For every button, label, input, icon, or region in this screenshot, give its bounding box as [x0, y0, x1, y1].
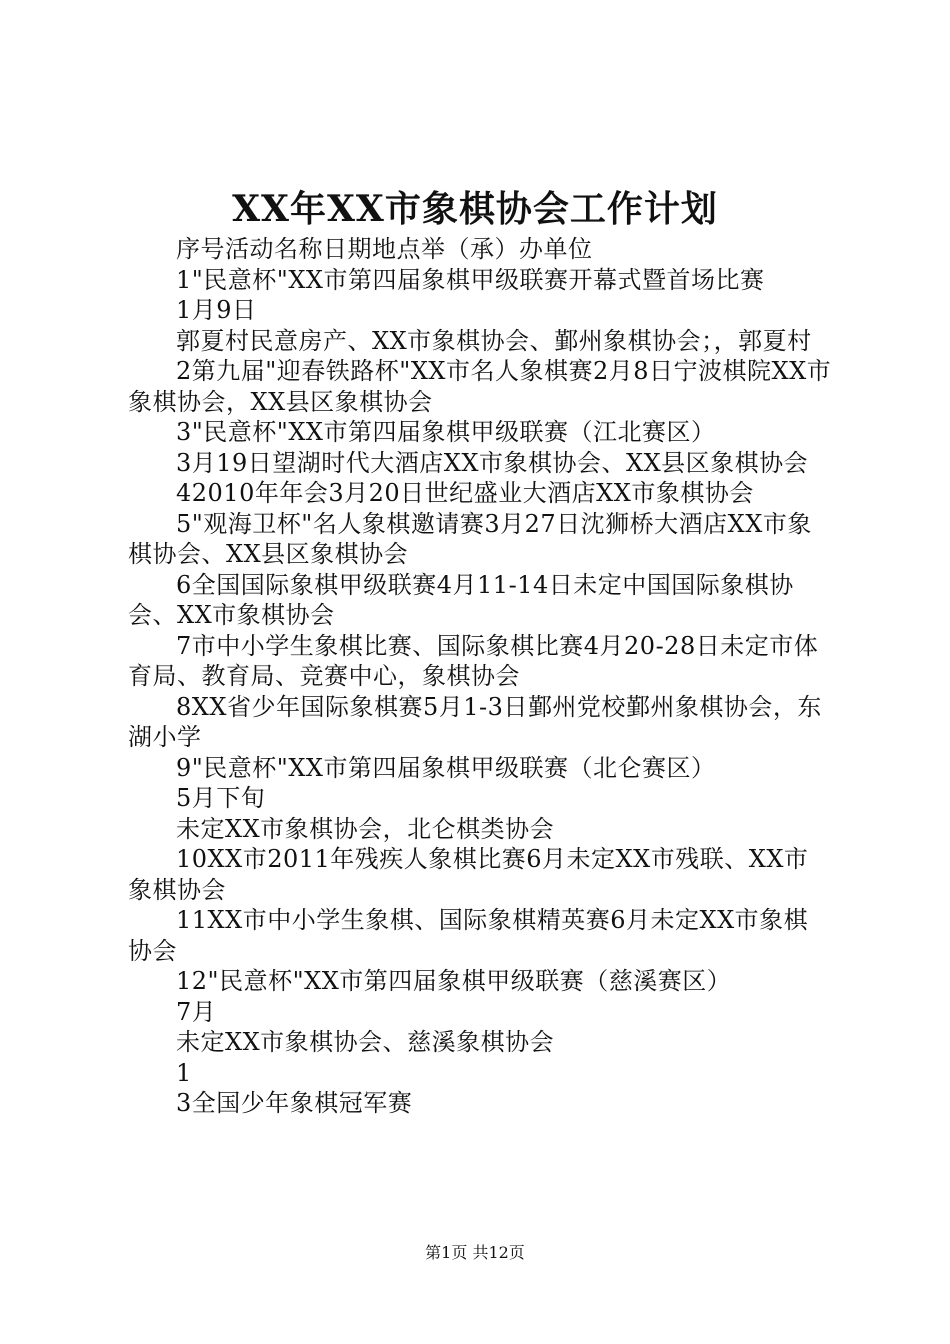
paragraph: 3全国少年象棋冠军赛 — [176, 1089, 413, 1117]
paragraph: 6全国国际象棋甲级联赛4月11-14日未定中国国际象棋协会、XX市象棋协会 — [128, 570, 794, 629]
paragraph: 1"民意杯"XX市第四届象棋甲级联赛开幕式暨首场比赛 — [176, 265, 765, 294]
document-body — [128, 234, 832, 1119]
paragraph: 5"观海卫杯"名人象棋邀请赛3月27日沈狮桥大酒店XX市象棋协会、XX县区象棋协会 — [128, 509, 812, 568]
paragraph: 1 — [176, 1058, 192, 1087]
paragraph: 11XX市中小学生象棋、国际象棋精英赛6月未定XX市象棋协会 — [128, 906, 809, 965]
paragraph: 10XX市2011年残疾人象棋比赛6月未定XX市残联、XX市象棋协会 — [128, 845, 809, 904]
paragraph: 7月 — [176, 997, 217, 1026]
paragraph: 1月9日 — [176, 296, 257, 324]
paragraph: 12"民意杯"XX市第四届象棋甲级联赛（慈溪赛区） — [176, 967, 732, 995]
paragraph: 42010年年会3月20日世纪盛业大酒店XX市象棋协会 — [176, 479, 754, 507]
paragraph: 7市中小学生象棋比赛、国际象棋比赛4月20-28日未定市体育局、教育局、竞赛中心，象棋协会 — [128, 631, 819, 690]
paragraph: 3月19日望湖时代大酒店XX市象棋协会、XX县区象棋协会 — [176, 448, 809, 477]
page-number-footer: 第1页 共12页 — [425, 1243, 525, 1262]
paragraph: 2第九届"迎春铁路杯"XX市名人象棋赛2月8日宁波棋院XX市象棋协会，XX县区象棋协会 — [128, 357, 832, 416]
paragraph: 序号活动名称日期地点举（承）办单位 — [176, 235, 593, 263]
paragraph: 未定XX市象棋协会、慈溪象棋协会 — [176, 1028, 555, 1056]
paragraph: 5月下旬 — [176, 784, 266, 812]
paragraph: 3"民意杯"XX市第四届象棋甲级联赛（江北赛区） — [176, 418, 716, 446]
paragraph: 9"民意杯"XX市第四届象棋甲级联赛（北仑赛区） — [176, 753, 716, 782]
document-title: XX年XX市象棋协会工作计划 — [232, 188, 718, 230]
paragraph: 未定XX市象棋协会，北仑棋类协会 — [176, 814, 555, 843]
paragraph: 8XX省少年国际象棋赛5月1-3日鄞州党校鄞州象棋协会，东湖小学 — [128, 692, 822, 751]
paragraph: 郭夏村民意房产、XX市象棋协会、鄞州象棋协会；，郭夏村 — [176, 326, 812, 355]
